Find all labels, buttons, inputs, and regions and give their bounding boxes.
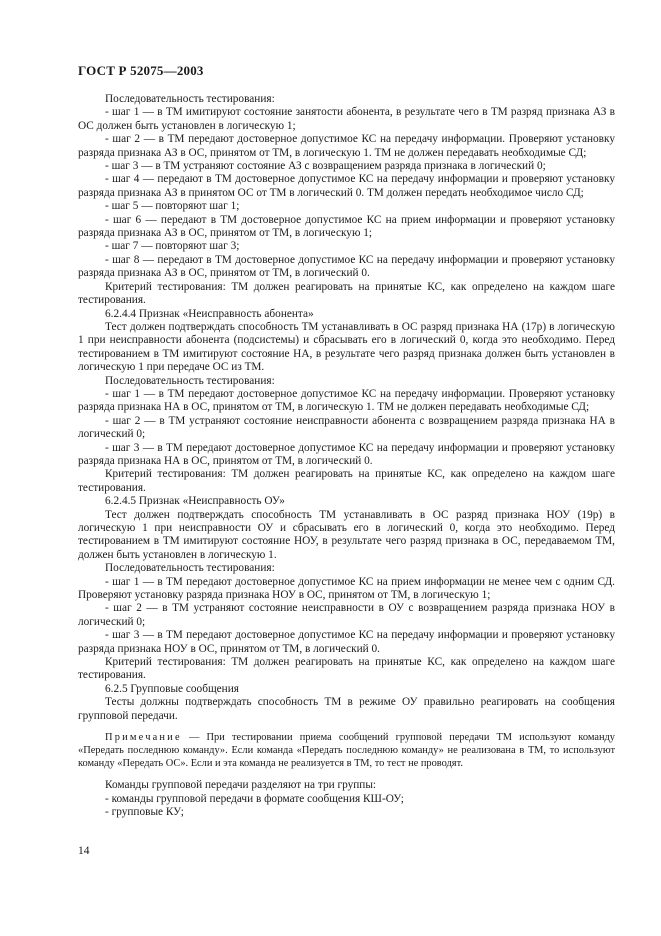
body-paragraph: Критерий тестирования: ТМ должен реагировать на принятые КС, как определено на каждом шаге тестирования. <box>78 656 615 682</box>
body-paragraph: - шаг 5 — повторяют шаг 1; <box>105 200 240 213</box>
body-paragraph: - шаг 3 — в ТМ передают достоверное допустимое КС на передачу информации и проверяют установку разряда признака НА в ОС, принятом от ТМ, в логический 0. <box>78 441 615 467</box>
body-paragraph: - шаг 3 — в ТМ устраняют состояние АЗ с возвращением разряда признака в логический 0; <box>105 160 546 173</box>
body-paragraph: Последовательность тестирования: <box>105 374 275 387</box>
spacer <box>78 723 615 732</box>
body-paragraph: - шаг 4 — передают в ТМ достоверное допустимое КС на передачу информации и проверяют установку разряда признака АЗ в принятом ОС от ТМ в логический 0. ТМ должен передать необходимое число СД; <box>78 173 615 199</box>
body-paragraph: Тест должен подтверждать способность ТМ устанавливать в ОС разряд признака НОУ (19р) в логическую 1 при неисправности ОУ и сбрасывать его в логический 0, когда это необходимо. Перед тестированием в ТМ имитируют состояние НОУ, в результате чего разряд признака в ОС, передаваемом ТМ, должен быть установлен в логическую 1. <box>78 508 615 561</box>
note-paragraph <box>78 732 615 770</box>
body-paragraph: - шаг 7 — повторяют шаг 3; <box>105 240 240 253</box>
note-label: Примечание <box>105 732 182 744</box>
body-paragraph: Последовательность тестирования: <box>105 562 275 575</box>
body-paragraph: - шаг 1 — в ТМ передают достоверное допустимое КС на прием информации не менее чем с одним СД. Проверяют установку разряда признака НОУ в ОС, принятом от ТМ, в логическую 1; <box>78 575 615 602</box>
body-paragraph: - шаг 6 — передают в ТМ достоверное допустимое КС на прием информации и проверяют установку разряда признака АЗ в ОС, принятом от ТМ, в логическую 1; <box>78 213 615 240</box>
body-paragraph: - групповые КУ; <box>105 806 184 819</box>
page-number: 14 <box>78 845 90 857</box>
body-paragraph: - шаг 1 — в ТМ передают достоверное допустимое КС на передачу информации. Проверяют установку разряда признака НА в ОС, принятом от ТМ, в логическую 1. ТМ не должен передавать необходимые СД; <box>78 387 615 414</box>
spacer <box>78 770 615 779</box>
body-paragraph: Тест должен подтверждать способность ТМ устанавливать в ОС разряд признака НА (17р) в логическую 1 при неисправности абонента (подсистемы) и сбрасывать его в логический 0, когда это необходимо. Перед тестированием в ТМ имитируют состояние НА, в результате чего разряд признака должен быть установлен в логическую 1 при передаче ОС из ТМ. <box>78 320 615 374</box>
body-paragraph: Критерий тестирования: ТМ должен реагировать на принятые КС, как определено на каждом шаге тестирования. <box>78 468 615 494</box>
body-paragraph: - шаг 2 — в ТМ устраняют состояние неисправности абонента с возвращением разряда признака НА в логический 0; <box>78 414 615 441</box>
body-paragraph: - шаг 8 — передают в ТМ достоверное допустимое КС на передачу информации и проверяют установку разряда признака АЗ в ОС, принятом от ТМ, в логический 0. <box>78 253 615 280</box>
note-text: — При тестировании приема сообщений групповой передачи ТМ используют команду «Передать последнюю команду». Если команда «Передать последнюю команду» не реализована в ТМ, то используют команду «Передать ОС». Если и эта команда не реализуется в ТМ, то тест не проводят. <box>78 732 615 769</box>
body-paragraph: - шаг 3 — в ТМ передают достоверное допустимое КС на передачу информации и проверяют установку разряда признака НОУ в ОС, принятом от ТМ, в логический 0. <box>78 629 615 655</box>
body-paragraph: - команды групповой передачи в формате сообщения КШ-ОУ; <box>105 792 404 805</box>
body-paragraph: 6.2.4.4 Признак «Неисправность абонента» <box>105 307 314 320</box>
body-paragraph: 6.2.5 Групповые сообщения <box>105 682 239 695</box>
tail-list <box>78 779 615 819</box>
page-body <box>78 93 615 820</box>
body-paragraph: Тесты должны подтверждать способность ТМ в режиме ОУ правильно реагировать на сообщения групповой передачи. <box>78 696 615 722</box>
body-paragraph: Последовательность тестирования: <box>105 93 275 105</box>
body-paragraph: Команды групповой передачи разделяют на три группы: <box>105 779 377 792</box>
body-paragraph: - шаг 2 — в ТМ передают достоверное допустимое КС на передачу информации. Проверяют установку разряда признака АЗ в ОС, принятом от ТМ, в логическую 1. ТМ не должен передавать необходимые СД; <box>78 133 615 159</box>
page-header: ГОСТ Р 52075—2003 <box>78 63 204 78</box>
body-paragraph: - шаг 2 — в ТМ устраняют состояние неисправности в ОУ с возвращением разряда признака НОУ в логический 0; <box>78 602 615 628</box>
body-paragraph: Критерий тестирования: ТМ должен реагировать на принятые КС, как определено на каждом шаге тестирования. <box>78 280 615 307</box>
paragraph-list <box>78 93 615 723</box>
body-paragraph: - шаг 1 — в ТМ имитируют состояние занятости абонента, в результате чего в ТМ разряд признака АЗ в ОС должен быть установлен в логическую 1; <box>78 106 615 132</box>
body-paragraph: 6.2.4.5 Признак «Неисправность ОУ» <box>105 495 285 508</box>
